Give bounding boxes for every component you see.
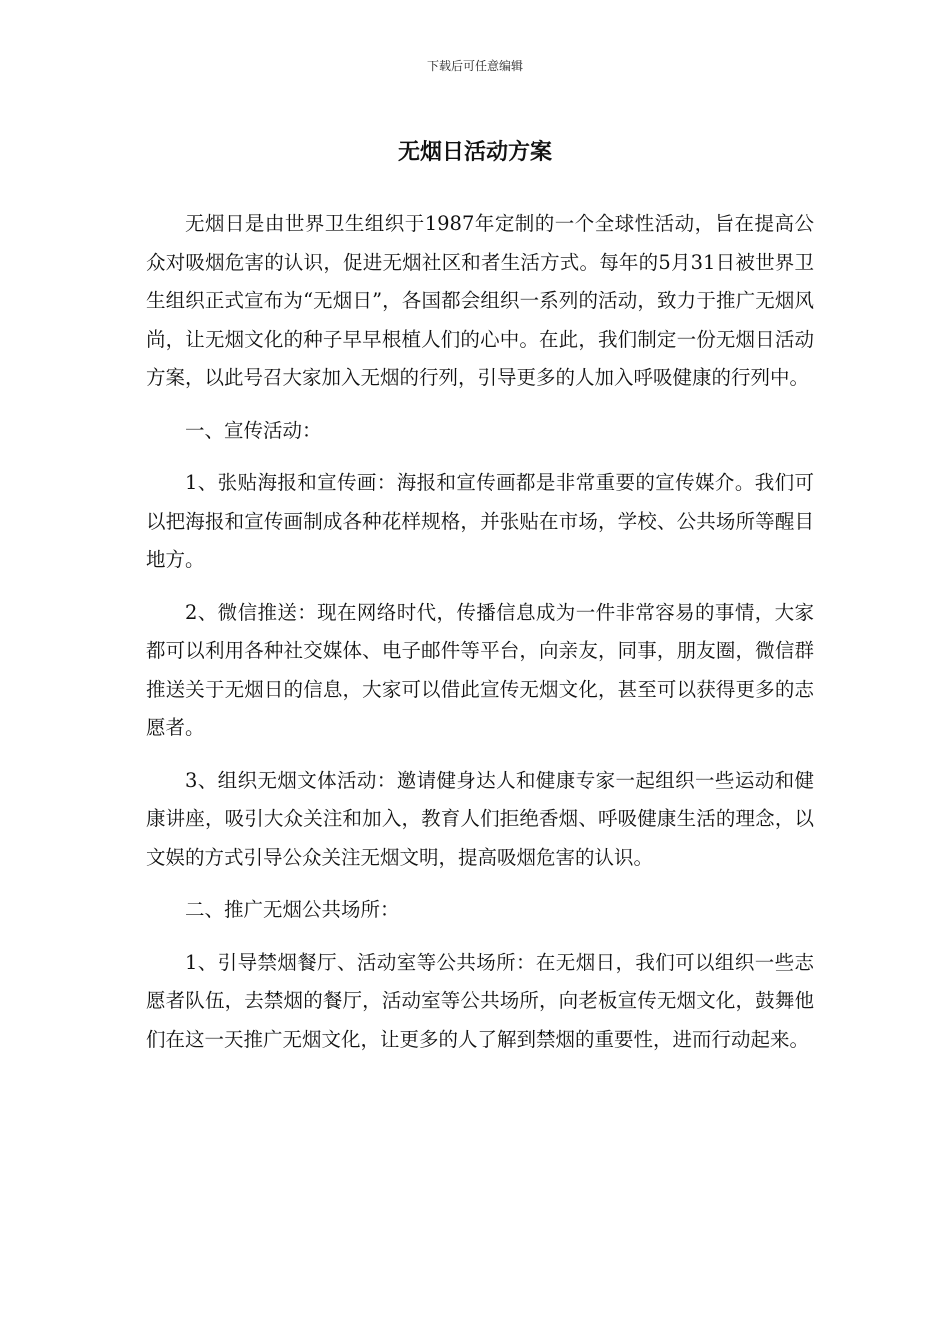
paragraph-wechat: 2、微信推送：现在网络时代，传播信息成为一件非常容易的事情，大家都可以利用各种社交媒体、电子邮件等平台，向亲友，同事，朋友圈，微信群推送关于无烟日的信息，大家可以借此宣传无烟文化，甚至可以获得更多的志愿者。 bbox=[146, 600, 814, 739]
section-heading-public-places: 二、推广无烟公共场所： bbox=[185, 898, 400, 921]
paragraph-activities: 3、组织无烟文体活动：邀请健身达人和健康专家一起组织一些运动和健康讲座，吸引大众关注和加入，教育人们拒绝香烟、呼吸健康生活的理念，以文娱的方式引导公众关注无烟文明，提高吸烟危害的认识。 bbox=[146, 768, 814, 869]
paragraph-restaurants: 1、引导禁烟餐厅、活动室等公共场所：在无烟日，我们可以组织一些志愿者队伍，去禁烟的餐厅，活动室等公共场所，向老板宣传无烟文化，鼓舞他们在这一天推广无烟文化，让更多的人了解到禁烟的重要性，进而行动起来。 bbox=[146, 950, 814, 1051]
document-body bbox=[146, 205, 814, 1073]
paragraph-posters: 1、张贴海报和宣传画：海报和宣传画都是非常重要的宣传媒介。我们可以把海报和宣传画制成各种花样规格，并张贴在市场，学校、公共场所等醒目地方。 bbox=[146, 471, 814, 571]
intro-paragraph: 无烟日是由世界卫生组织于1987年定制的一个全球性活动，旨在提高公众对吸烟危害的认识，促进无烟社区和者生活方式。每年的5月31日被世界卫生组织正式宣布为“无烟日”，各国都会组织一系列的活动，致力于推广无烟风尚，让无烟文化的种子早早根植人们的心中。在此，我们制定一份无烟日活动方案，以此号召大家加入无烟的行列，引导更多的人加入呼吸健康的行列中。 bbox=[146, 212, 814, 389]
section-heading-publicity: 一、宣传活动： bbox=[185, 418, 322, 442]
document-title: 无烟日活动方案 bbox=[397, 140, 552, 165]
header-note: 下载后可任意编辑 bbox=[426, 59, 523, 73]
